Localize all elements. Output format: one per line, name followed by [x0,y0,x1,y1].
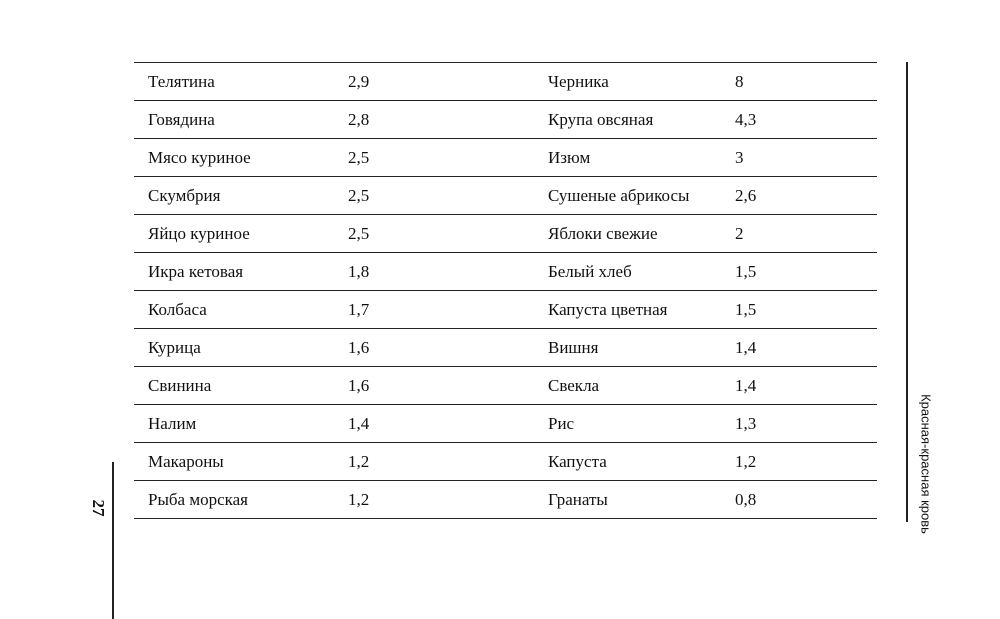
value-cell: 1,6 [348,338,370,357]
food-name-cell: Рис [548,414,575,433]
food-name-cell: Свекла [548,376,600,395]
value-cell: 2,9 [348,72,370,91]
table-row [134,253,877,291]
table-row [134,215,877,253]
value-cell: 1,5 [735,300,757,319]
food-name-cell: Говядина [148,110,215,129]
food-name-cell: Телятина [148,72,215,91]
food-name-cell: Крупа овсяная [548,110,654,129]
food-name-cell: Сушеные абрикосы [548,186,690,205]
value-cell: 1,2 [735,452,757,471]
value-cell: 0,8 [735,490,757,509]
margin-rule-right [906,62,908,522]
value-cell: 2 [735,224,744,243]
food-name-cell: Капуста [548,452,607,471]
value-cell: 3 [735,148,744,167]
value-cell: 8 [735,72,744,91]
value-cell: 1,3 [735,414,757,433]
table-row [134,405,877,443]
food-name-cell: Гранаты [548,490,608,509]
value-cell: 1,7 [348,300,370,319]
value-cell: 1,6 [348,376,370,395]
food-name-cell: Мясо куриное [148,148,251,167]
value-cell: 1,2 [348,490,370,509]
food-name-cell: Скумбрия [148,186,221,205]
food-name-cell: Икра кетовая [148,262,244,281]
table-row [134,177,877,215]
food-name-cell: Яблоки свежие [548,224,658,243]
food-name-cell: Яйцо куриное [148,224,250,243]
food-name-cell: Белый хлеб [548,262,632,281]
food-name-cell: Налим [148,414,197,433]
food-values-table [134,62,877,519]
table-row [134,481,877,519]
table-row [134,139,877,177]
running-title: Красная-красная кровь [918,394,934,534]
value-cell: 1,2 [348,452,370,471]
value-cell: 1,4 [735,338,757,357]
value-cell: 2,5 [348,186,370,205]
food-name-cell: Черника [548,72,609,91]
food-name-cell: Свинина [148,376,212,395]
table-row [134,291,877,329]
table-row [134,63,877,101]
value-cell: 2,8 [348,110,370,129]
value-cell: 4,3 [735,110,757,129]
food-name-cell: Вишня [548,338,599,357]
value-cell: 1,5 [735,262,757,281]
food-name-cell: Курица [148,338,201,357]
value-cell: 1,8 [348,262,370,281]
food-name-cell: Рыба морская [148,490,248,509]
value-cell: 1,4 [348,414,370,433]
value-cell: 2,5 [348,224,370,243]
food-name-cell: Колбаса [148,300,207,319]
food-name-cell: Изюм [548,148,591,167]
page-number: 27 [89,499,108,517]
value-cell: 2,6 [735,186,757,205]
margin-rule-left [112,462,114,619]
food-name-cell: Капуста цветная [548,300,668,319]
value-cell: 2,5 [348,148,370,167]
table-row [134,443,877,481]
value-cell: 1,4 [735,376,757,395]
table-row [134,329,877,367]
table-row [134,101,877,139]
table-row [134,367,877,405]
food-name-cell: Макароны [148,452,224,471]
